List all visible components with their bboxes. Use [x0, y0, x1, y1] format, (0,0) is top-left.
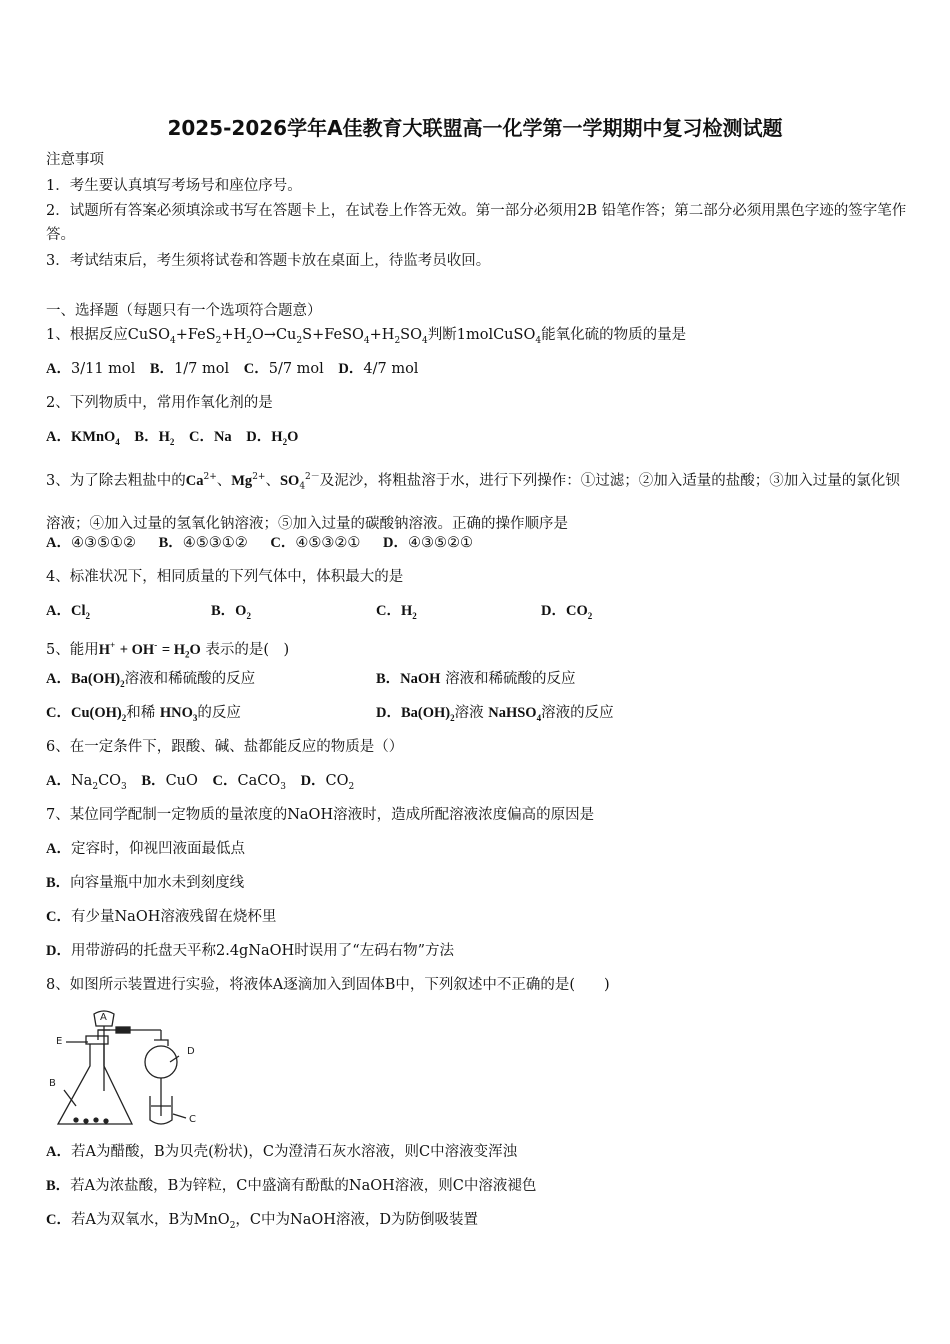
question-8-option-b[interactable]: B．若A为浓盐酸，B为锌粒，C中盛滴有酚酞的NaOH溶液，则C中溶液褪色	[46, 1178, 537, 1194]
fig-label-d: D	[187, 1046, 195, 1057]
notice-item-3: 3．考试结束后，考生须将试卷和答题卡放在桌面上，待监考员收回。	[46, 253, 491, 269]
fig-label-c: C	[189, 1114, 196, 1125]
option-a[interactable]: A．④③⑤①②	[46, 535, 136, 551]
page-title: 2025-2026学年A佳教育大联盟高一化学第一学期期中复习检测试题	[167, 116, 783, 140]
notice-item-1: 1．考生要认真填写考场号和座位序号。	[46, 178, 302, 194]
question-7-option-a[interactable]: A．定容时，仰视凹液面最低点	[46, 841, 245, 857]
option-b[interactable]: B．④⑤③①②	[158, 535, 248, 551]
section-heading: 一、选择题（每题只有一个选项符合题意）	[46, 303, 322, 319]
notice-item-2: 2．试题所有答案必须填涂或书写在答题卡上，在试卷上作答无效。第一部分必须用2B 铅笔作答；第二部分必须用黑色字迹的签字笔作答。	[46, 203, 907, 243]
question-5-options-cd	[46, 703, 706, 728]
question-1-stem: 1、根据反应$CuSO_4+FeS_2+H_2O\to Cu_2S+FeSO_4+H_2SO_4$判断1molCuSO$_4$能氧化硫的物质的量是	[46, 327, 687, 346]
question-7-option-c[interactable]: C．有少量NaOH溶液残留在烧杯里	[46, 909, 277, 925]
apparatus-diagram	[46, 1006, 221, 1131]
option-c[interactable]: C．$H_2$	[376, 603, 417, 621]
question-6-options	[46, 771, 364, 797]
question-1-options	[46, 359, 428, 379]
option-b[interactable]: B．$H_2$	[134, 429, 175, 447]
question-7-stem: 7、某位同学配制一定物质的量浓度的NaOH溶液时，造成所配溶液浓度偏高的原因是	[46, 807, 595, 823]
option-d[interactable]: D．4/7 mol	[338, 361, 419, 377]
question-2-stem: 2、下列物质中，常用作氧化剂的是	[46, 395, 273, 411]
option-c[interactable]: C．CaCO$_3$	[212, 773, 286, 792]
question-5-stem: 5、能用$H^+ + OH^- = H_2O$ 表示的是( )	[46, 640, 290, 660]
option-c[interactable]: C．5/7 mol	[243, 361, 324, 377]
question-2-options	[46, 427, 308, 452]
question-4-stem: 4、标准状况下，相同质量的下列气体中，体积最大的是	[46, 569, 404, 585]
fig-label-a: A	[100, 1012, 107, 1023]
option-a[interactable]: A．KMnO$_4$	[46, 429, 120, 447]
option-b[interactable]: B．CuO	[141, 773, 198, 789]
question-8-stem: 8、如图所示装置进行实验，将液体A逐滴加入到固体B中，下列叙述中不正确的是( )	[46, 977, 610, 993]
question-8-option-a[interactable]: A．若A为醋酸，B为贝壳(粉状)，C为澄清石灰水溶液，则C中溶液变浑浊	[46, 1144, 518, 1160]
option-a[interactable]: A．$Ba(OH)_2$溶液和稀硫酸的反应	[46, 671, 256, 689]
question-7-option-b[interactable]: B．向容量瓶中加水未到刻度线	[46, 875, 245, 891]
question-5-options-ab	[46, 669, 706, 694]
fig-label-b: B	[49, 1078, 56, 1089]
question-8-option-c[interactable]: C．若A为双氧水，B为MnO$_2$，C中为NaOH溶液，D为防倒吸装置	[46, 1212, 479, 1231]
notice-heading: 注意事项	[46, 152, 104, 168]
question-7-option-d[interactable]: D．用带游码的托盘天平称2.4gNaOH时误用了“左码右物”方法	[46, 943, 455, 959]
option-d[interactable]: D．$Ba(OH)_2$溶液 NaHSO$_4$溶液的反应	[376, 705, 614, 723]
option-b[interactable]: B．NaOH 溶液和稀硫酸的反应	[376, 671, 576, 687]
fig-label-e: E	[56, 1036, 63, 1047]
option-c[interactable]: C．④⑤③②①	[270, 535, 361, 551]
option-c[interactable]: C．$Cu(OH)_2$和稀 $HNO_3$的反应	[46, 705, 241, 723]
option-a[interactable]: A．$Cl_2$	[46, 603, 90, 621]
question-3-options	[46, 533, 483, 553]
option-b[interactable]: B．1/7 mol	[149, 361, 230, 377]
option-a[interactable]: A．3/11 mol	[46, 361, 136, 377]
option-d[interactable]: D．④③⑤②①	[382, 535, 473, 551]
option-d[interactable]: D．$CO_2$	[541, 603, 593, 621]
question-4-options	[46, 601, 706, 626]
question-6-stem: 6、在一定条件下，跟酸、碱、盐都能反应的物质是（）	[46, 739, 404, 755]
option-a[interactable]: A．$Na_2CO_3$	[46, 773, 127, 792]
option-d[interactable]: D．$CO_2$	[300, 773, 355, 792]
option-b[interactable]: B．$O_2$	[211, 603, 251, 621]
question-3-stem: 3、为了除去粗盐中的$Ca^{2+}$、$Mg^{2+}$、$SO_4^{2-}$及泥沙，将粗盐溶于水，进行下列操作：①过滤；②加入适量的盐酸；③加入过量的氯化钡溶液；④加入过量的氢氧化钠溶液；⑤加入过量的碳酸钠溶液。正确的操作顺序是	[46, 472, 900, 532]
option-d[interactable]: D．$H_2O$	[246, 429, 299, 447]
option-c[interactable]: C．Na	[188, 429, 232, 445]
